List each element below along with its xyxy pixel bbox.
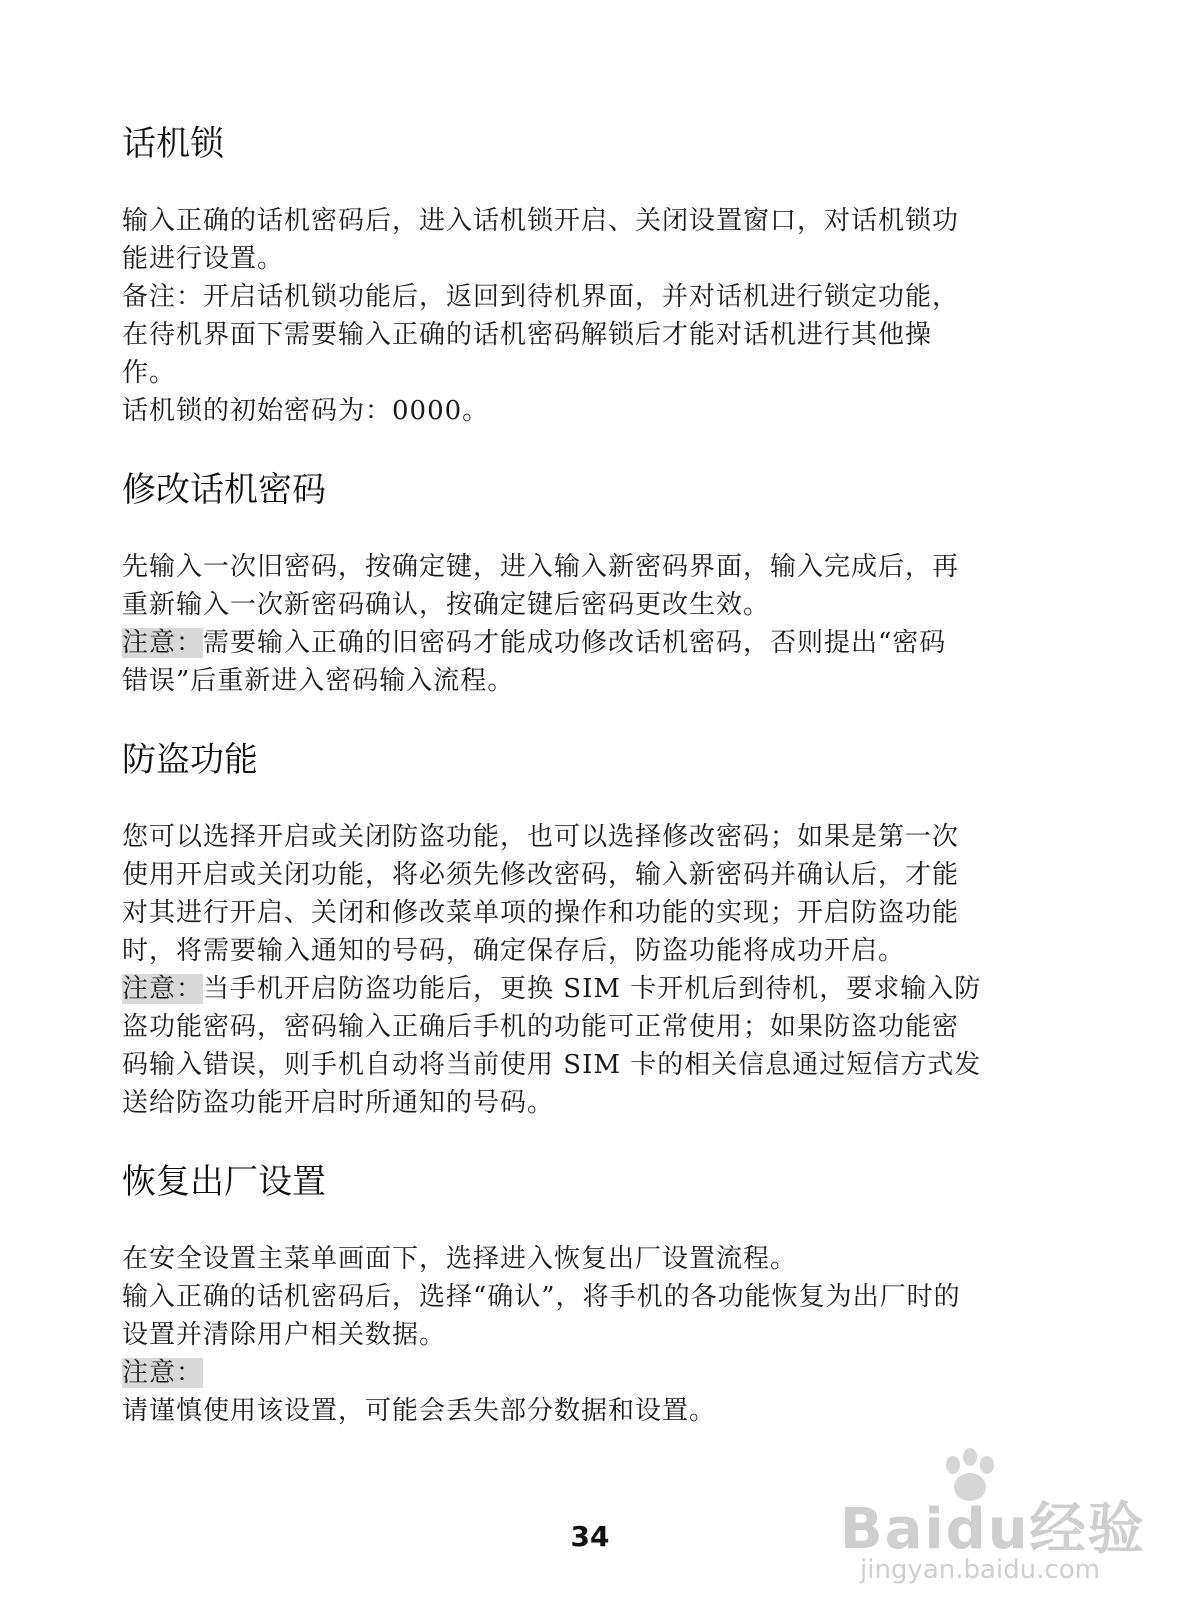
paragraph-line: 作。 xyxy=(122,358,177,388)
paragraph-line: 错误”后重新进入密码输入流程。 xyxy=(122,666,515,696)
note-label: 注意： xyxy=(122,1358,204,1388)
watermark-url: jingyan.baidu.com xyxy=(860,1555,1100,1585)
paragraph-line: 设置并清除用户相关数据。 xyxy=(122,1320,447,1350)
section-title: 修改话机密码 xyxy=(122,470,326,510)
paragraph-line: 在安全设置主菜单画面下，选择进入恢复出厂设置流程。 xyxy=(122,1244,798,1274)
paragraph-line: 话机锁的初始密码为：0000。 xyxy=(122,396,490,426)
section-change-password xyxy=(122,466,1072,700)
note-line xyxy=(122,970,1072,1008)
paragraph-line: 先输入一次旧密码，按确定键，进入输入新密码界面，输入完成后，再 xyxy=(122,552,960,582)
paragraph-line: 盗功能密码，密码输入正确后手机的功能可正常使用；如果防盗功能密 xyxy=(122,1012,960,1042)
baidu-watermark xyxy=(840,1445,1150,1595)
note-label: 注意： xyxy=(122,974,204,1004)
paragraph-line: 时，将需要输入通知的号码，确定保存后，防盗功能将成功开启。 xyxy=(122,936,906,966)
section-title: 恢复出厂设置 xyxy=(122,1162,326,1202)
paragraph-line: 您可以选择开启或关闭防盗功能，也可以选择修改密码；如果是第一次 xyxy=(122,822,960,852)
paragraph-line: 码输入错误，则手机自动将当前使用 SIM 卡的相关信息通过短信方式发 xyxy=(122,1050,982,1080)
page-content xyxy=(122,120,1072,1466)
paragraph-line: 能进行设置。 xyxy=(122,244,285,274)
section-title: 防盗功能 xyxy=(122,740,258,780)
paragraph-line: 送给防盗功能开启时所通知的号码。 xyxy=(122,1088,555,1118)
paragraph-line: 输入正确的话机密码后，进入话机锁开启、关闭设置窗口，对话机锁功 xyxy=(122,206,960,236)
section-anti-theft xyxy=(122,736,1072,1122)
paragraph-line: 对其进行开启、关闭和修改菜单项的操作和功能的实现；开启防盗功能 xyxy=(122,898,960,928)
section-phone-lock xyxy=(122,120,1072,430)
paragraph-line: 备注：开启话机锁功能后，返回到待机界面，并对话机进行锁定功能， xyxy=(122,282,960,312)
note-line xyxy=(122,1354,1072,1392)
note-text: 需要输入正确的旧密码才能成功修改话机密码，否则提出“密码 xyxy=(203,628,947,658)
paragraph-line: 在待机界面下需要输入正确的话机密码解锁后才能对话机进行其他操 xyxy=(122,320,933,350)
paragraph-line: 使用开启或关闭功能，将必须先修改密码，输入新密码并确认后，才能 xyxy=(122,860,960,890)
section-title: 话机锁 xyxy=(122,124,224,164)
note-line xyxy=(122,624,1072,662)
note-label: 注意： xyxy=(122,628,204,658)
section-factory-reset xyxy=(122,1158,1072,1430)
paragraph-line: 请谨慎使用该设置，可能会丢失部分数据和设置。 xyxy=(122,1396,717,1426)
page-number: 34 xyxy=(570,1520,610,1553)
watermark-brand: Baidu经验 xyxy=(840,1497,1146,1562)
paragraph-line: 重新输入一次新密码确认，按确定键后密码更改生效。 xyxy=(122,590,771,620)
paragraph-line: 输入正确的话机密码后，选择“确认”，将手机的各功能恢复为出厂时的 xyxy=(122,1282,961,1312)
note-text: 当手机开启防盗功能后，更换 SIM 卡开机后到待机，要求输入防 xyxy=(203,974,982,1004)
